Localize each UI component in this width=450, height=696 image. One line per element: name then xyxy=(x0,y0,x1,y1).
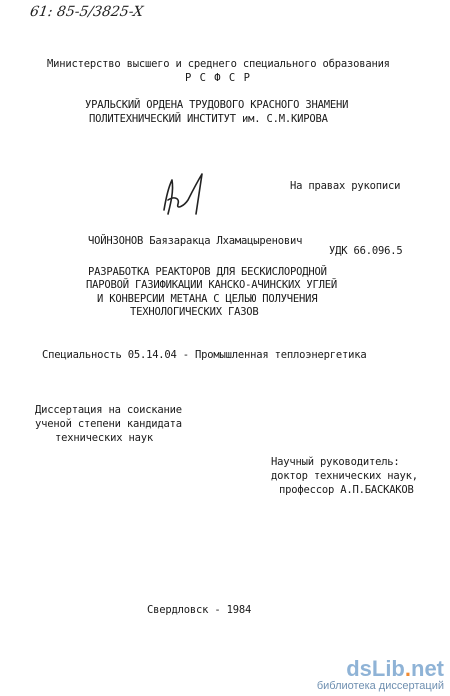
supervisor-line-2: доктор технических наук, xyxy=(271,470,418,482)
specialty-line: Специальность 05.14.04 - Промышленная теплоэнергетика xyxy=(42,349,367,361)
title-line-4: ТЕХНОЛОГИЧЕСКИХ ГАЗОВ xyxy=(130,306,259,318)
signature xyxy=(158,170,218,220)
dissertation-line-1: Диссертация на соискание xyxy=(35,404,182,416)
udk-code: УДК 66.096.5 xyxy=(329,245,403,257)
watermark-logo: dsLib.net xyxy=(346,656,444,681)
dissertation-line-3: технических наук xyxy=(55,432,153,444)
ministry-line: Министерство высшего и среднего специального образования xyxy=(47,58,390,70)
supervisor-line-3: профессор А.П.БАСКАКОВ xyxy=(279,484,414,496)
title-line-3: И КОНВЕРСИИ МЕТАНА С ЦЕЛЬЮ ПОЛУЧЕНИЯ xyxy=(97,293,318,305)
archive-number: 61: 85-5/3825-X xyxy=(28,4,145,20)
watermark[interactable] xyxy=(317,658,444,692)
watermark-subtitle: библиотека диссертаций xyxy=(316,680,444,692)
manuscript-rights: На правах рукописи xyxy=(290,180,401,192)
author-name: ЧОЙНЗОНОВ Баязаракца Лхамацыренович xyxy=(88,235,303,247)
supervisor-line-1: Научный руководитель: xyxy=(271,456,400,468)
institute-line-1: УРАЛЬСКИЙ ОРДЕНА ТРУДОВОГО КРАСНОГО ЗНАМЕНИ xyxy=(85,99,349,111)
dissertation-line-2: ученой степени кандидата xyxy=(35,418,182,430)
rsfsr-line: Р С Ф С Р xyxy=(185,72,251,84)
title-line-2: ПАРОВОЙ ГАЗИФИКАЦИИ КАНСКО-АЧИНСКИХ УГЛЕЙ xyxy=(86,279,337,291)
title-line-1: РАЗРАБОТКА РЕАКТОРОВ ДЛЯ БЕСКИСЛОРОДНОЙ xyxy=(88,266,327,278)
institute-line-2: ПОЛИТЕХНИЧЕСКИЙ ИНСТИТУТ им. С.М.КИРОВА xyxy=(89,113,328,125)
city-year: Свердловск - 1984 xyxy=(147,604,252,616)
